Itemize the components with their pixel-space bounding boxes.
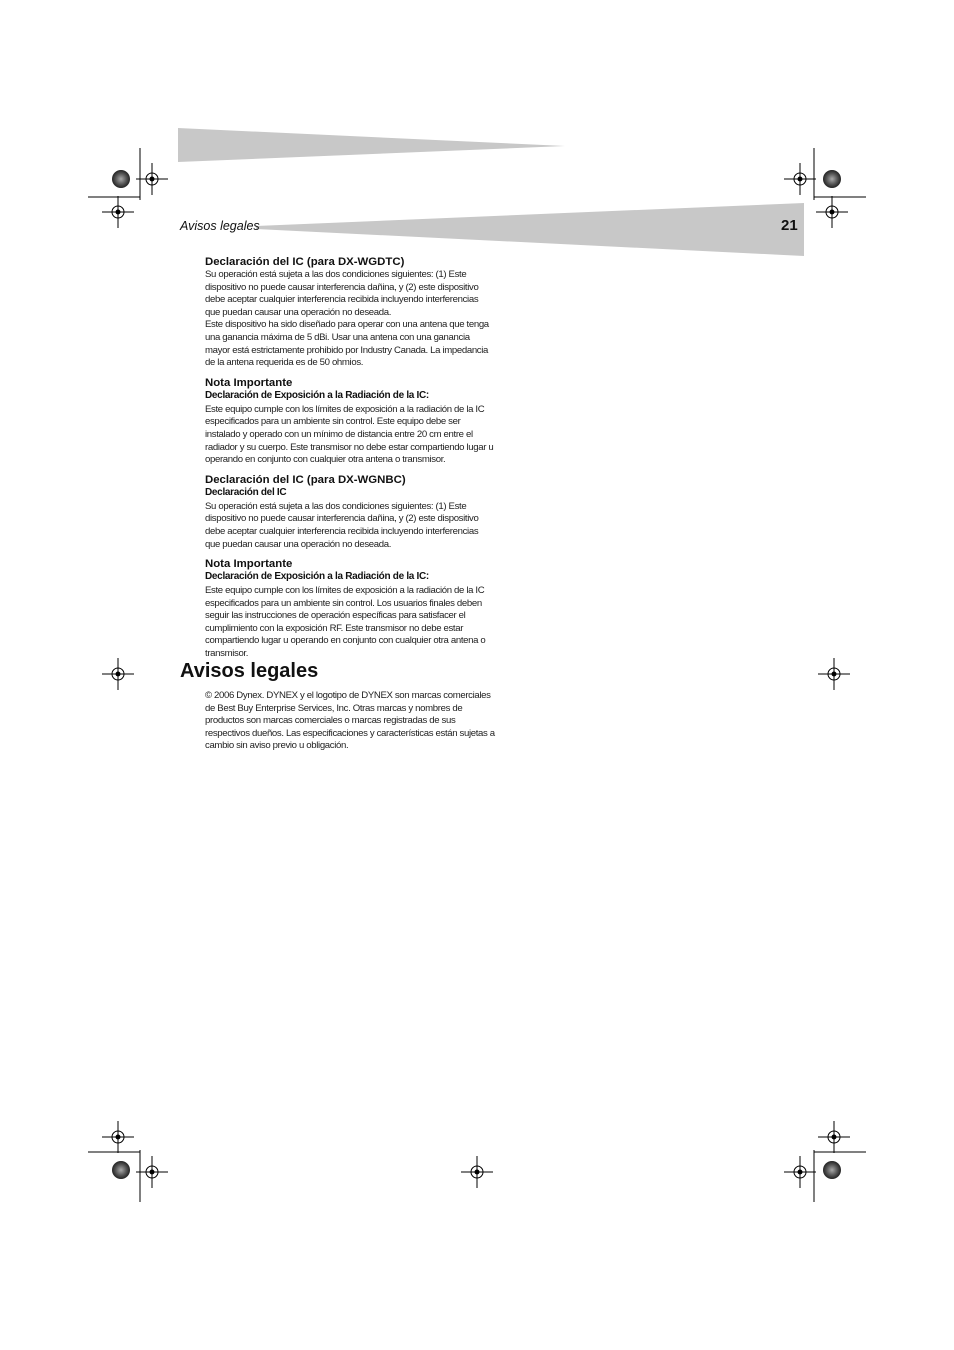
section-heading: Declaración del IC (para DX-WGDTC): [205, 256, 405, 268]
reg-mark-mr: [818, 658, 850, 690]
paragraph: Este equipo cumple con los límites de exposición a la radiación de la IC especificados para un ambiente sin control. Este equipo debe ser instalado y operado con un mínimo de distancia entre 20 cm entre el radiador y su cuerpo. Este transmisor no debe estar compartiendo lugar u operando en conjunto con cualquier otra antena o transmisor.: [205, 403, 494, 466]
reg-mark-br2: [784, 1156, 816, 1188]
page-number: 21: [781, 217, 798, 234]
section-nota-importante-2: [205, 558, 495, 661]
section-heading: Declaración del IC (para DX-WGNBC): [205, 473, 406, 486]
reg-mark-bc: [461, 1156, 493, 1188]
section-ic-wgnbc: [205, 474, 495, 551]
reg-mark-tr2: [816, 196, 848, 228]
reg-mark-tl: [136, 163, 168, 195]
reg-mark-bl: [102, 1121, 134, 1153]
legal-paragraph: © 2006 Dynex. DYNEX y el logotipo de DYNEX son marcas comerciales de Best Buy Enterprise Services, Inc. Otras marcas y nombres de productos son marcas comerciales o marcas registradas de sus respectivos dueños. Las especificaciones y características están sujetas a cambio sin aviso previo u obligación.: [205, 690, 495, 752]
color-disc: [112, 1161, 130, 1179]
section-heading: Nota Importante: [205, 558, 293, 571]
main-content: [205, 256, 495, 661]
section-heading: Nota Importante: [205, 376, 293, 389]
color-disc: [823, 170, 841, 188]
paragraph: Este dispositivo ha sido diseñado para operar con una antena que tenga una ganancia máxima de 5 dBi. Usar una antena con una ganancia mayor está estrictamente prohibido por Industry Canada. La impedancia de la antena requerida es de 50 ohmios.: [205, 319, 489, 369]
paragraph: Este equipo cumple con los límites de exposición a la radiación de la IC especificados para un ambiente sin control. Los usuarios finales deben seguir las instrucciones de operación específicas para satisfacer el cumplimiento con la exposición RF. Este transmisor no debe estar compartiendo lugar u operando en conjunto con cualquier otra antena o transmisor.: [205, 585, 486, 660]
legal-content: [205, 690, 495, 753]
color-disc: [823, 1161, 841, 1179]
section-nota-importante-1: [205, 377, 495, 467]
reg-mark-br: [818, 1121, 850, 1153]
running-head: Avisos legales: [180, 219, 260, 233]
reg-mark-ml: [102, 658, 134, 690]
paragraph: Su operación está sujeta a las dos condiciones siguientes: (1) Este dispositivo no puede causar interferencia dañina, y (2) este dispositivo debe aceptar cualquier interferencia recibida incluyendo interferencias que puedan causar una operación no deseada.: [205, 269, 479, 318]
reg-mark-tl2: [102, 196, 134, 228]
section-subheading: Declaración de Exposición a la Radiación de la IC:: [205, 389, 429, 401]
section-ic-wgdtc: [205, 256, 495, 370]
color-disc: [112, 170, 130, 188]
section-subheading: Declaración del IC: [205, 486, 287, 498]
section-subheading: Declaración de Exposición a la Radiación de la IC:: [205, 571, 429, 583]
paragraph: Su operación está sujeta a las dos condiciones siguientes: (1) Este dispositivo no puede causar interferencia dañina, y (2) este dispositivo debe aceptar cualquier interferencia recibida incluyendo interferencias que puedan causar una operación no deseada.: [205, 500, 479, 550]
reg-mark-bl2: [136, 1156, 168, 1188]
legal-title: Avisos legales: [180, 660, 319, 682]
reg-mark-tr: [784, 163, 816, 195]
